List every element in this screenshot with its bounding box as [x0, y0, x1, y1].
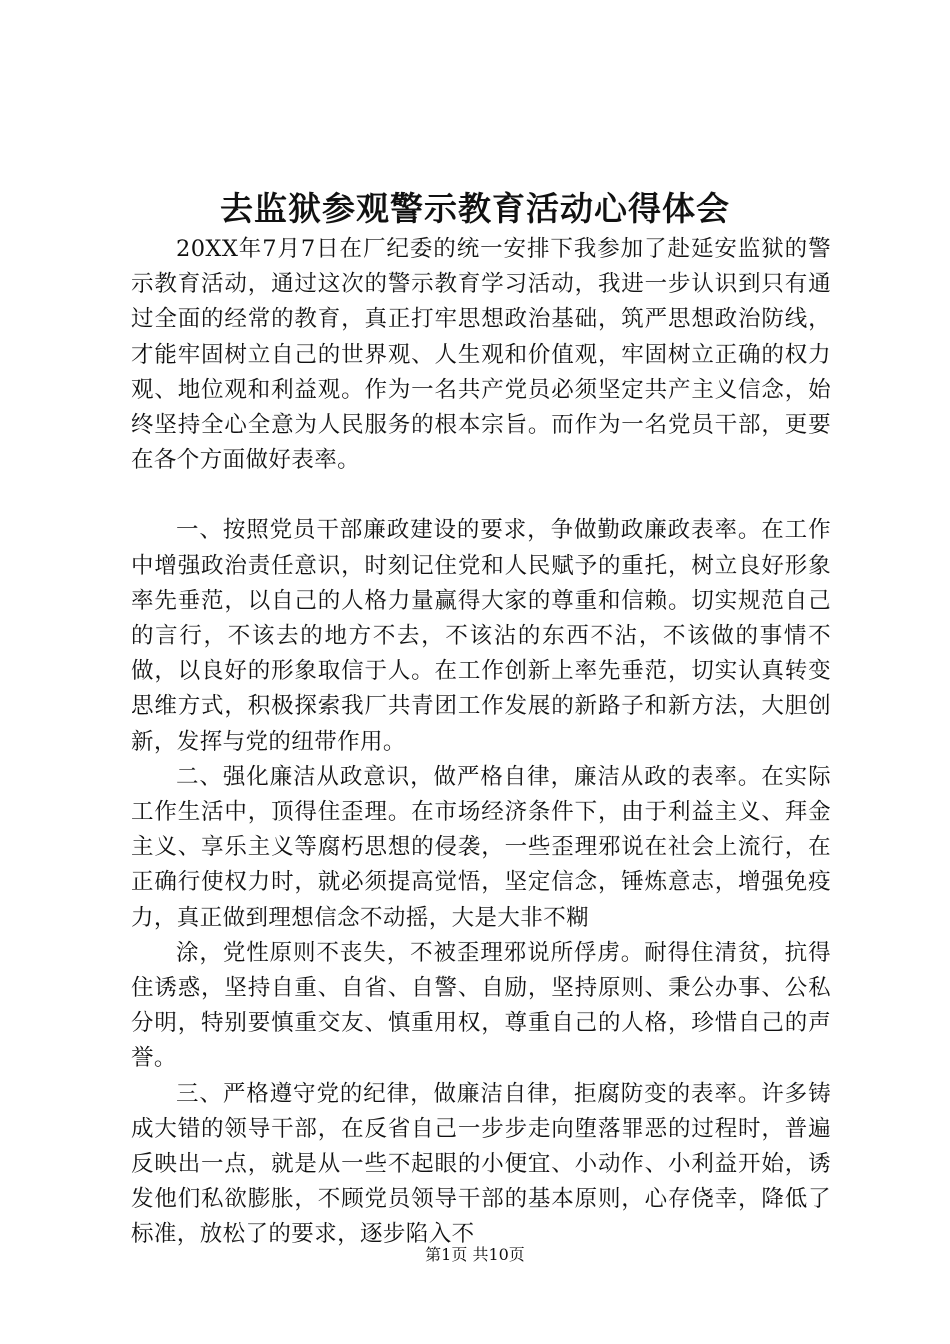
paragraph-point-two: 二、强化廉洁从政意识，做严格自律，廉洁从政的表率。在实际工作生活中，顶得住歪理。在市场经济条件下，由于利益主义、拜金主义、享乐主义等腐朽思想的侵袭，一些歪理邪说在社会上流行，在正确行使权力时，就必须提高觉悟，坚定信念，锤炼意志，增强免疫力，真正做到理想信念不动摇，大是大非不糊: [131, 763, 831, 931]
paragraph-intro: 20XX年7月7日在厂纪委的统一安排下我参加了赴延安监狱的警示教育活动，通过这次的警示教育学习活动，我进一步认识到只有通过全面的经常的教育，真正打牢思想政治基础，筑严思想政治防线，才能牢固树立自己的世界观、人生观和价值观，牢固树立正确的权力观、地位观和利益观。作为一名共产党员必须坚定共产主义信念，始终坚持全心全意为人民服务的根本宗旨。而作为一名党员干部，更要在各个方面做好表率。: [131, 236, 831, 474]
paragraph-point-three: 三、严格遵守党的纪律，做廉洁自律，拒腐防变的表率。许多铸成大错的领导干部，在反省自己一步步走向堕落罪恶的过程时，普遍反映出一点，就是从一些不起眼的小便宜、小动作、小利益开始，诱发他们私欲膨胀，不顾党员领导干部的基本原则，心存侥幸，降低了标准，放松了的要求，逐步陷入不: [131, 1080, 831, 1248]
paragraph-point-one: 一、按照党员干部廉政建设的要求，争做勤政廉政表率。在工作中增强政治责任意识，时刻记住党和人民赋予的重托，树立良好形象率先垂范，以自己的人格力量赢得大家的尊重和信赖。切实规范自己的言行，不该去的地方不去，不该沾的东西不沾，不该做的事情不做，以良好的形象取信于人。在工作创新上率先垂范，切实认真转变思维方式，积极探索我厂共青团工作发展的新路子和新方法，大胆创新，发挥与党的纽带作用。: [131, 517, 831, 755]
document-title: 去监狱参观警示教育活动心得体会: [220, 189, 730, 228]
page-number: 第1页 共10页: [425, 1245, 525, 1264]
paragraph-point-two-continued: 涂，党性原则不丧失，不被歪理邪说所俘虏。耐得住清贫，抗得住诱惑，坚持自重、自省、自警、自励，坚持原则、秉公办事、公私分明，特别要慎重交友、慎重用权，尊重自己的人格，珍惜自己的声誉。: [131, 939, 831, 1072]
document-body: [131, 232, 831, 1253]
